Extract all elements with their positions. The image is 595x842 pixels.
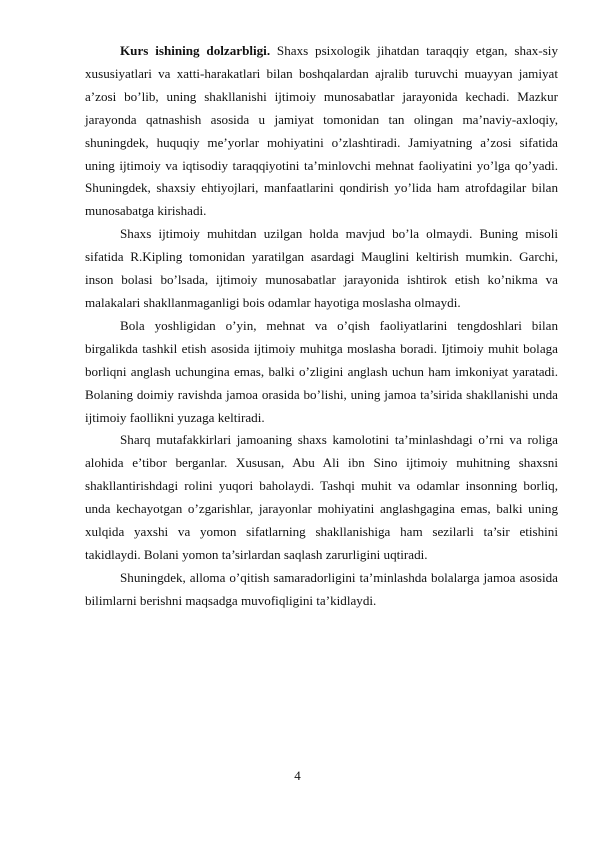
paragraph-teaching-effectiveness xyxy=(85,567,558,613)
body-text xyxy=(85,40,558,613)
paragraph-social-environment xyxy=(85,223,558,315)
paragraph-text: Bola yoshligidan o’yin, mehnat va o’qish faoliyatlarini tengdoshlari bilan birgalikda tashkil etish asosida ijtimoiy muhitga moslasha boradi. Ijtimoiy muhit bolaga borliqni anglash uchungina emas, balki o’zligini anglash uchun ham imkoniyat yaratadi. Bolaning doimiy ravishda jamoa orasida bo’lishi, uning jamoa ta’sirida shakllanishi unda ijtimoiy faollikni yuzaga keltiradi. xyxy=(85,317,558,425)
paragraph-text: Shaxs psixologik jihatdan taraqqiy etgan, shax-siy xususiyatlari va xatti-harakatlari bilan boshqalardan ajralib turuvchi muayyan jamiyat a’zosi bo’lib, uning shakllanishi ijtimoiy munosabatlar jarayonida kechadi. Mazkur jarayonda qatnashish asosida u jamiyat tomonidan tan olingan ma’naviy-axloqiy, shuningdek, huquqiy me’yorlar mohiyatini o’zlashtiradi. Jamiyatning a’zosi sifatida uning ijtimoiy va iqtisodiy taraqqiyotini ta’minlovchi mehnat faoliyatini yo’lga qo’yadi. Shuningdek, shaxsiy ehtiyojlari, manfaatlarini qondirish yo’lida ham atrofdagilar bilan munosabatga kirishadi. xyxy=(85,43,558,219)
paragraph-text: Sharq mutafakkirlari jamoaning shaxs kamolotini ta’minlashdagi o’rni va roliga alohida e’tibor berganlar. Xususan, Abu Ali ibn Sino ijtimoiy muhitning shaxsni shakllantirishdagi rolini yuqori baholaydi. Tashqi muhit va odamlar insonning borliq, unda kechayotgan o’zgarishlar, jarayonlar mohiyatini anglashgagina emas, balki uning xulqida yaxshi va yomon sifatlarning shakllanishiga ham sezilarli ta’sir etishini takidlaydi. Bolani yomon ta’sirlardan saqlash zarurligini uqtiradi. xyxy=(85,432,558,562)
paragraph-eastern-thinkers xyxy=(85,429,558,566)
section-lead-heading: Kurs ishining dolzarbligi. xyxy=(120,43,271,58)
paragraph-child-development xyxy=(85,315,558,430)
paragraph-relevance xyxy=(85,40,558,223)
page-number: 4 xyxy=(294,768,301,783)
paragraph-text: Shuningdek, alloma o’qitish samaradorligini ta’minlashda bolalarga jamoa asosida bilimlarni berishni maqsadga muvofiqligini ta’kidlaydi. xyxy=(85,569,558,608)
paragraph-text: Shaxs ijtimoiy muhitdan uzilgan holda mavjud bo’la olmaydi. Buning misoli sifatida R.Kipling tomonidan yaratilgan asardagi Mauglini keltirish mumkin. Garchi, inson bolasi bo’lsada, ijtimoiy munosabatlar jarayonida ishtirok etish ko’nikma va malakalari shakllanmaganligi bois odamlar hayotiga moslasha olmaydi. xyxy=(85,226,558,310)
